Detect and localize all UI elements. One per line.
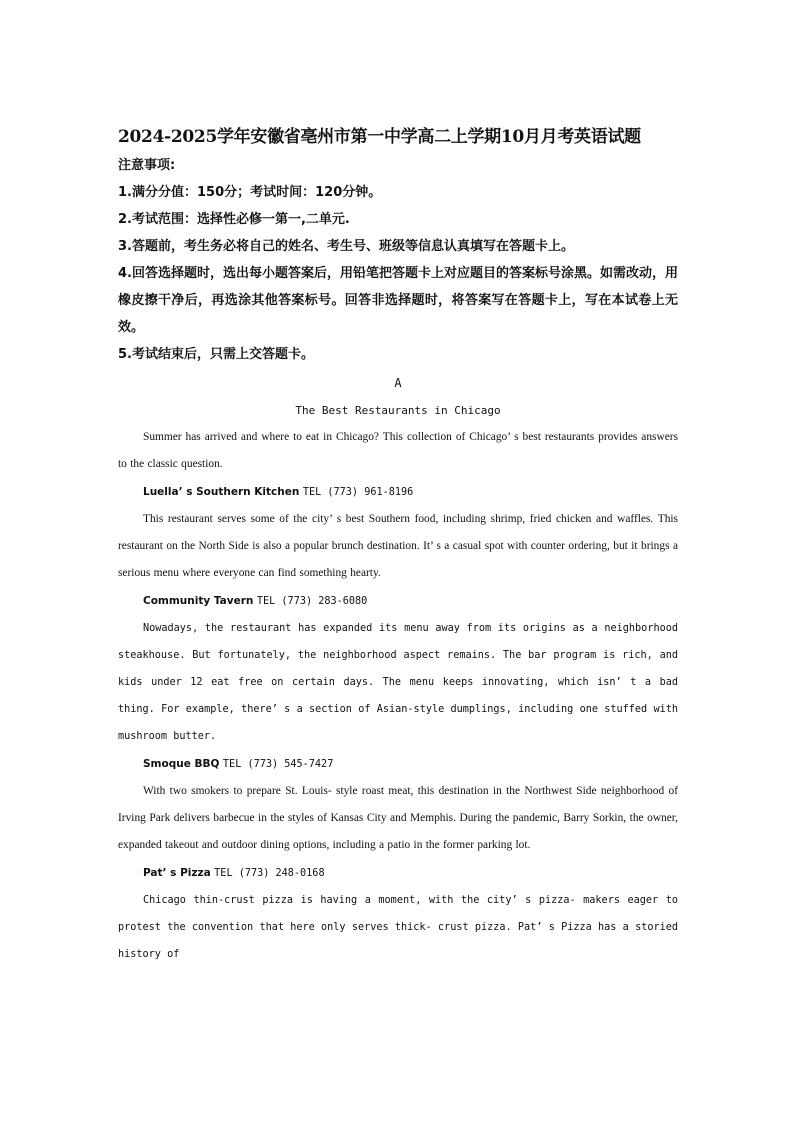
restaurant-description-4: Chicago thin-crust pizza is having a moment, with the city’ s pizza- makers eager to protest the convention that here only serves thick- crust pizza. Pat’ s Pizza has a storied history of — [118, 895, 678, 960]
restaurant-description-1: This restaurant serves some of the city’ s best Southern food, including shrimp, fried chicken and waffles. This restaurant on the North Side is also a popular brunch destination. It’ s a casual spot with counter ordering, but it brings a serious menu where everyone can find something hearty. — [118, 513, 678, 579]
passage-intro: Summer has arrived and where to eat in Chicago? This collection of Chicago’ s best restaurants provides answers to the classic question. — [118, 431, 678, 470]
restaurant-tel: TEL (773) 545-7427 — [222, 759, 334, 770]
notice-item-1: 1.满分分值：150分；考试时间：120分钟。 — [118, 185, 382, 200]
restaurant-name: Pat’ s Pizza — [143, 867, 211, 879]
section-letter: A — [394, 376, 402, 390]
exam-page — [118, 122, 678, 968]
notice-item-2: 2.考试范围：选择性必修一第一,二单元. — [118, 212, 350, 227]
restaurant-tel: TEL (773) 961-8196 — [302, 487, 414, 498]
restaurant-description-2: Nowadays, the restaurant has expanded its menu away from its origins as a neighborhood steakhouse. But fortunately, the neighborhood aspect remains. The bar program is rich, and kids under 12 eat free on certain days. The menu keeps innovating, which isn’ t a bad thing. For example, there’ s a section of Asian-style dumplings, including one stuffed with mushroom butter. — [118, 623, 678, 742]
restaurant-tel: TEL (773) 248-0168 — [214, 868, 325, 879]
exam-title: 2024-2025学年安徽省亳州市第一中学高二上学期10月月考英语试题 — [118, 127, 641, 147]
restaurant-heading-4 — [118, 859, 678, 887]
notice-item-3: 3.答题前，考生务必将自己的姓名、考生号、班级等信息认真填写在答题卡上。 — [118, 239, 574, 254]
restaurant-name: Community Tavern — [143, 595, 254, 607]
restaurant-heading-2 — [118, 587, 678, 615]
restaurant-tel: TEL (773) 283-6080 — [256, 596, 368, 607]
restaurant-name: Luella’ s Southern Kitchen — [143, 486, 300, 498]
restaurant-heading-1 — [118, 478, 678, 506]
passage-title: The Best Restaurants in Chicago — [295, 404, 501, 417]
notice-block — [118, 152, 678, 368]
restaurant-heading-3 — [118, 750, 678, 778]
notice-heading: 注意事项: — [118, 158, 176, 173]
restaurant-description-3: With two smokers to prepare St. Louis- style roast meat, this destination in the Northwest Side neighborhood of Irving Park delivers barbecue in the styles of Kansas City and Memphis. During the pandemic, Barry Sorkin, the owner, expanded takeout and outdoor dining options, including a patio in the former parking lot. — [118, 785, 678, 851]
notice-item-4: 4.回答选择题时，选出每小题答案后，用铅笔把答题卡上对应题目的答案标号涂黑。如需改动，用橡皮擦干净后，再选涂其他答案标号。回答非选择题时，将答案写在答题卡上，写在本试卷上无效。 — [118, 266, 678, 335]
notice-item-5: 5.考试结束后，只需上交答题卡。 — [118, 347, 314, 362]
restaurant-name: Smoque BBQ — [143, 758, 220, 770]
